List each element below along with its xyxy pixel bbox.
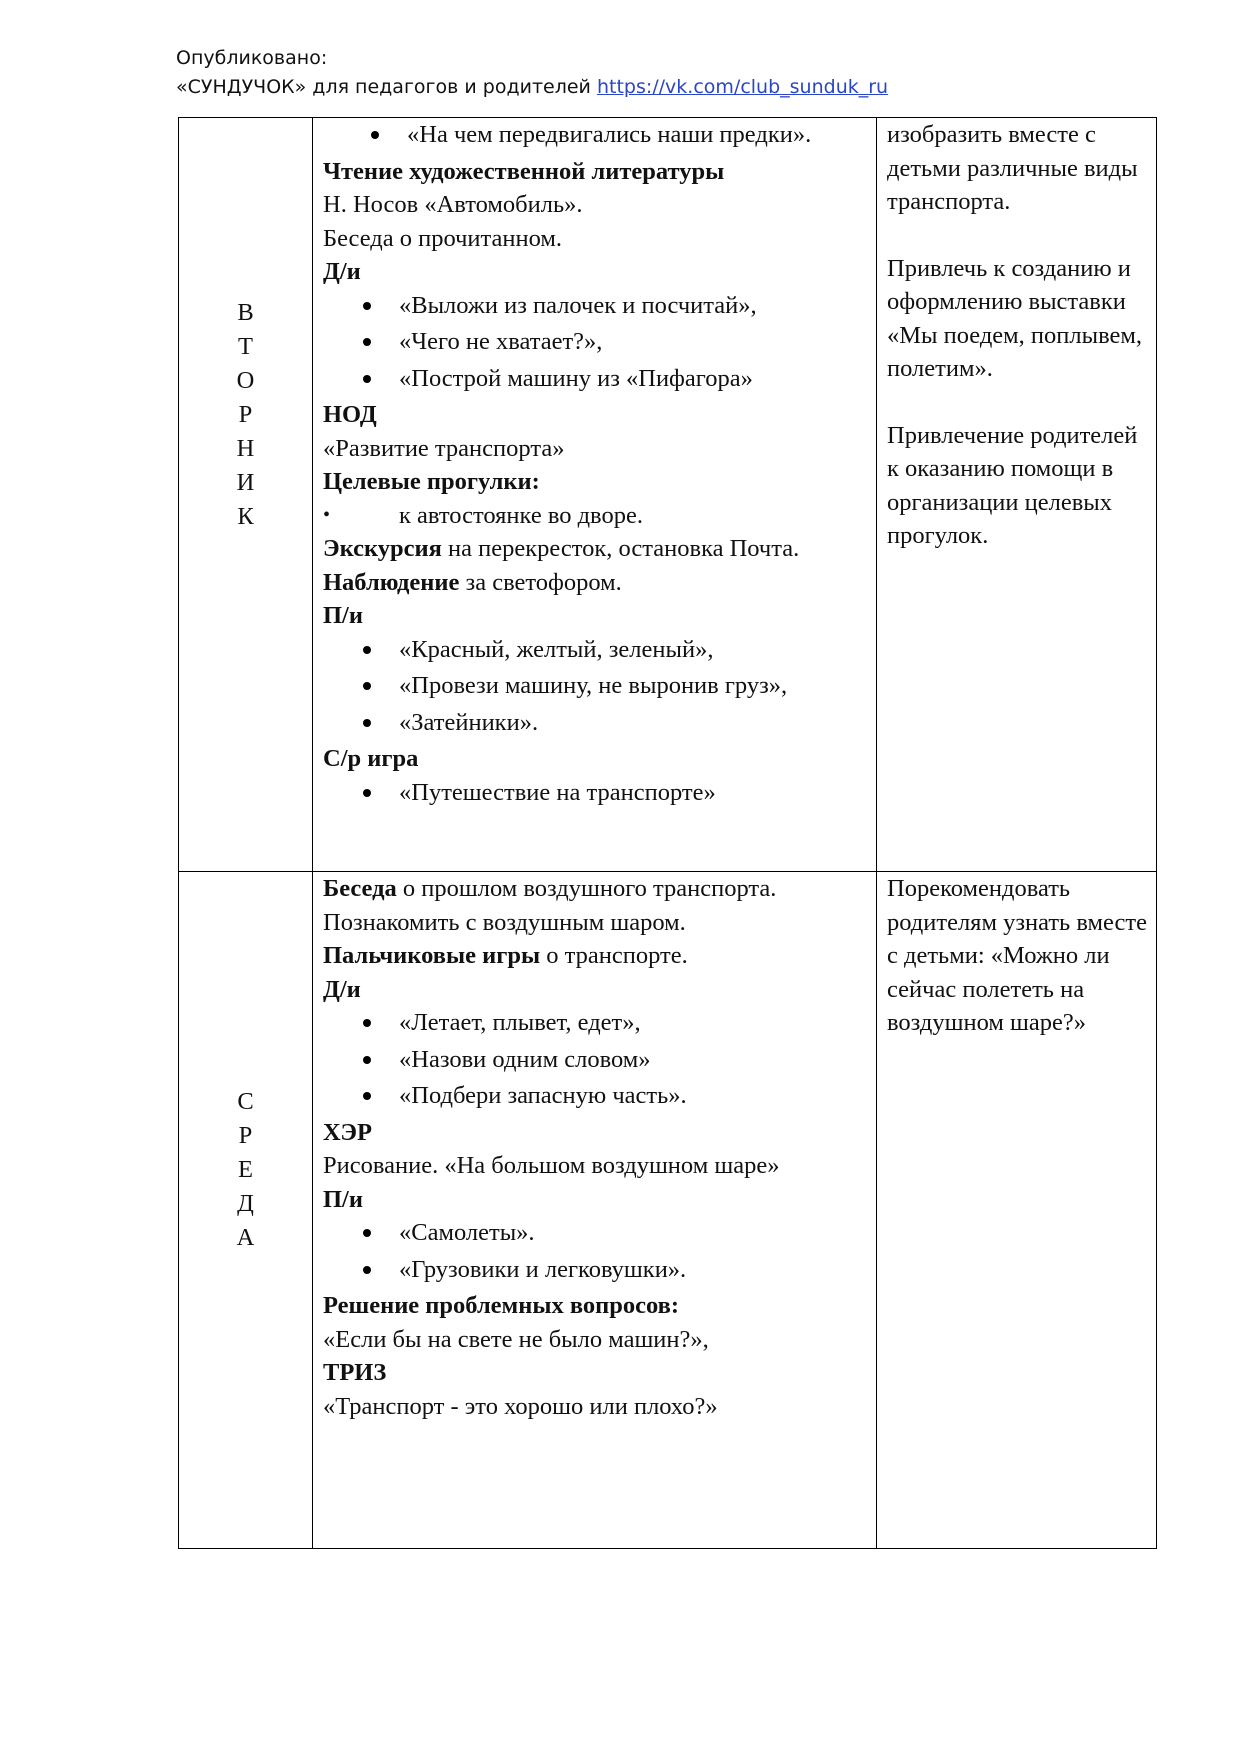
list-item: «Выложи из палочек и посчитай»,: [323, 289, 870, 323]
section-heading-walks: Целевые прогулки:: [323, 468, 540, 495]
parents-cell-wednesday: [877, 872, 1157, 1549]
list-item: «Путешествие на транспорте»: [323, 776, 870, 810]
list-item: «Летает, плывет, едет»,: [323, 1006, 870, 1040]
day-letter: Р: [238, 1122, 253, 1149]
talk-rest: о прошлом воздушного транспорта. Познакомить с воздушным шаром.: [323, 875, 777, 936]
day-letter: С: [237, 1088, 254, 1115]
section-heading-triz: ТРИЗ: [323, 1359, 387, 1386]
excursion-rest: на перекресток, остановка Почта.: [441, 535, 800, 562]
parents-cell-tuesday: [877, 118, 1157, 872]
list-item: «Чего не хватает?»,: [323, 325, 870, 359]
published-label: Опубликовано:: [176, 47, 328, 69]
day-letter: К: [237, 502, 254, 530]
section-heading-pi: П/и: [323, 1185, 363, 1213]
vk-club-link[interactable]: https://vk.com/club_sunduk_ru: [596, 76, 889, 98]
di-list: [323, 289, 870, 396]
talk-label: Беседа: [323, 875, 397, 902]
section-heading-sr: С/р игра: [323, 745, 419, 772]
list-item: «Провези машину, не выронив груз»,: [323, 669, 870, 703]
observation-rest: за светофором.: [459, 568, 622, 596]
section-heading-di: Д/и: [323, 258, 361, 285]
list-item: «Построй машину из «Пифагора»: [323, 362, 870, 396]
note-text: Привлечь к созданию и оформлению выставки «Мы поедем, поплывем, полетим».: [887, 254, 1143, 382]
day-letter: Д: [237, 1190, 254, 1217]
observation-label: Наблюдение: [323, 568, 460, 596]
triz-text: «Транспорт - это хорошо или плохо?»: [323, 1392, 718, 1420]
list-item: «Красный, желтый, зеленый»,: [323, 633, 870, 667]
section-heading-reading: Чтение художественной литературы: [323, 157, 725, 185]
list-item: «Назови одним словом»: [323, 1043, 870, 1077]
day-letter: Е: [238, 1156, 253, 1183]
day-cell-tuesday: [179, 118, 313, 872]
section-heading-problems: Решение проблемных вопросов:: [323, 1292, 680, 1319]
wednesday-row: [179, 872, 1157, 1549]
section-heading-her: ХЭР: [323, 1118, 372, 1146]
section-heading-di: Д/и: [323, 975, 361, 1003]
finger-games-label: Пальчиковые игры: [323, 942, 541, 969]
day-label-wednesday: [179, 1085, 312, 1255]
her-text: Рисование. «На большом воздушном шаре»: [323, 1152, 780, 1179]
observation-text: [323, 566, 870, 600]
source-prefix: «СУНДУЧОК» для педагогов и родителей: [176, 76, 591, 98]
walks-list: [323, 499, 870, 533]
problems-text: «Если бы на свете не было машин?»,: [323, 1325, 709, 1353]
day-letter: И: [236, 468, 255, 496]
list-item: «На чем передвигались наши предки».: [323, 118, 870, 152]
list-item: «Самолеты».: [323, 1216, 870, 1250]
intro-list: [323, 118, 870, 152]
note-text: Привлечение родителей к оказанию помощи в организации целевых прогулок.: [887, 421, 1138, 549]
note-text: Порекомендовать родителям узнать вместе с детьми: «Можно ли сейчас полететь на воздушном шаре?»: [887, 875, 1147, 1036]
tuesday-row: [179, 118, 1157, 872]
activities-cell-tuesday: [313, 118, 877, 872]
day-letter: А: [236, 1224, 255, 1251]
list-item: • к автостоянке во дворе.: [323, 499, 870, 533]
activities-cell-wednesday: [313, 872, 877, 1549]
excursion-text: [323, 532, 870, 566]
note-text: изобразить вместе с детьми различные виды транспорта.: [887, 121, 1138, 215]
reading-text: Беседа о прочитанном.: [323, 224, 563, 252]
day-letter: Т: [238, 332, 253, 360]
reading-text: Н. Носов «Автомобиль».: [323, 191, 583, 218]
pi-list: [323, 633, 870, 740]
pi-list: [323, 1216, 870, 1286]
weekly-plan-table: [178, 117, 1157, 1549]
page-header: [176, 44, 1176, 102]
section-heading-nod: НОД: [323, 401, 377, 428]
list-item: «Затейники».: [323, 706, 870, 740]
finger-games-rest: о транспорте.: [540, 942, 688, 969]
list-item: «Грузовики и легковушки».: [323, 1253, 870, 1287]
list-item: «Подбери запасную часть».: [323, 1079, 870, 1113]
section-heading-pi: П/и: [323, 602, 363, 629]
source-line: [176, 73, 1176, 102]
day-letter: О: [236, 366, 255, 394]
excursion-label: Экскурсия: [323, 535, 442, 562]
di-list: [323, 1006, 870, 1113]
finger-games-text: [323, 939, 870, 973]
talk-text: [323, 872, 870, 939]
sr-list: [323, 776, 870, 810]
day-label-tuesday: [179, 296, 312, 534]
day-letter: Р: [238, 400, 253, 428]
day-cell-wednesday: [179, 872, 313, 1549]
day-letter: В: [237, 298, 254, 326]
nod-text: «Развитие транспорта»: [323, 434, 565, 462]
day-letter: Н: [236, 434, 255, 462]
